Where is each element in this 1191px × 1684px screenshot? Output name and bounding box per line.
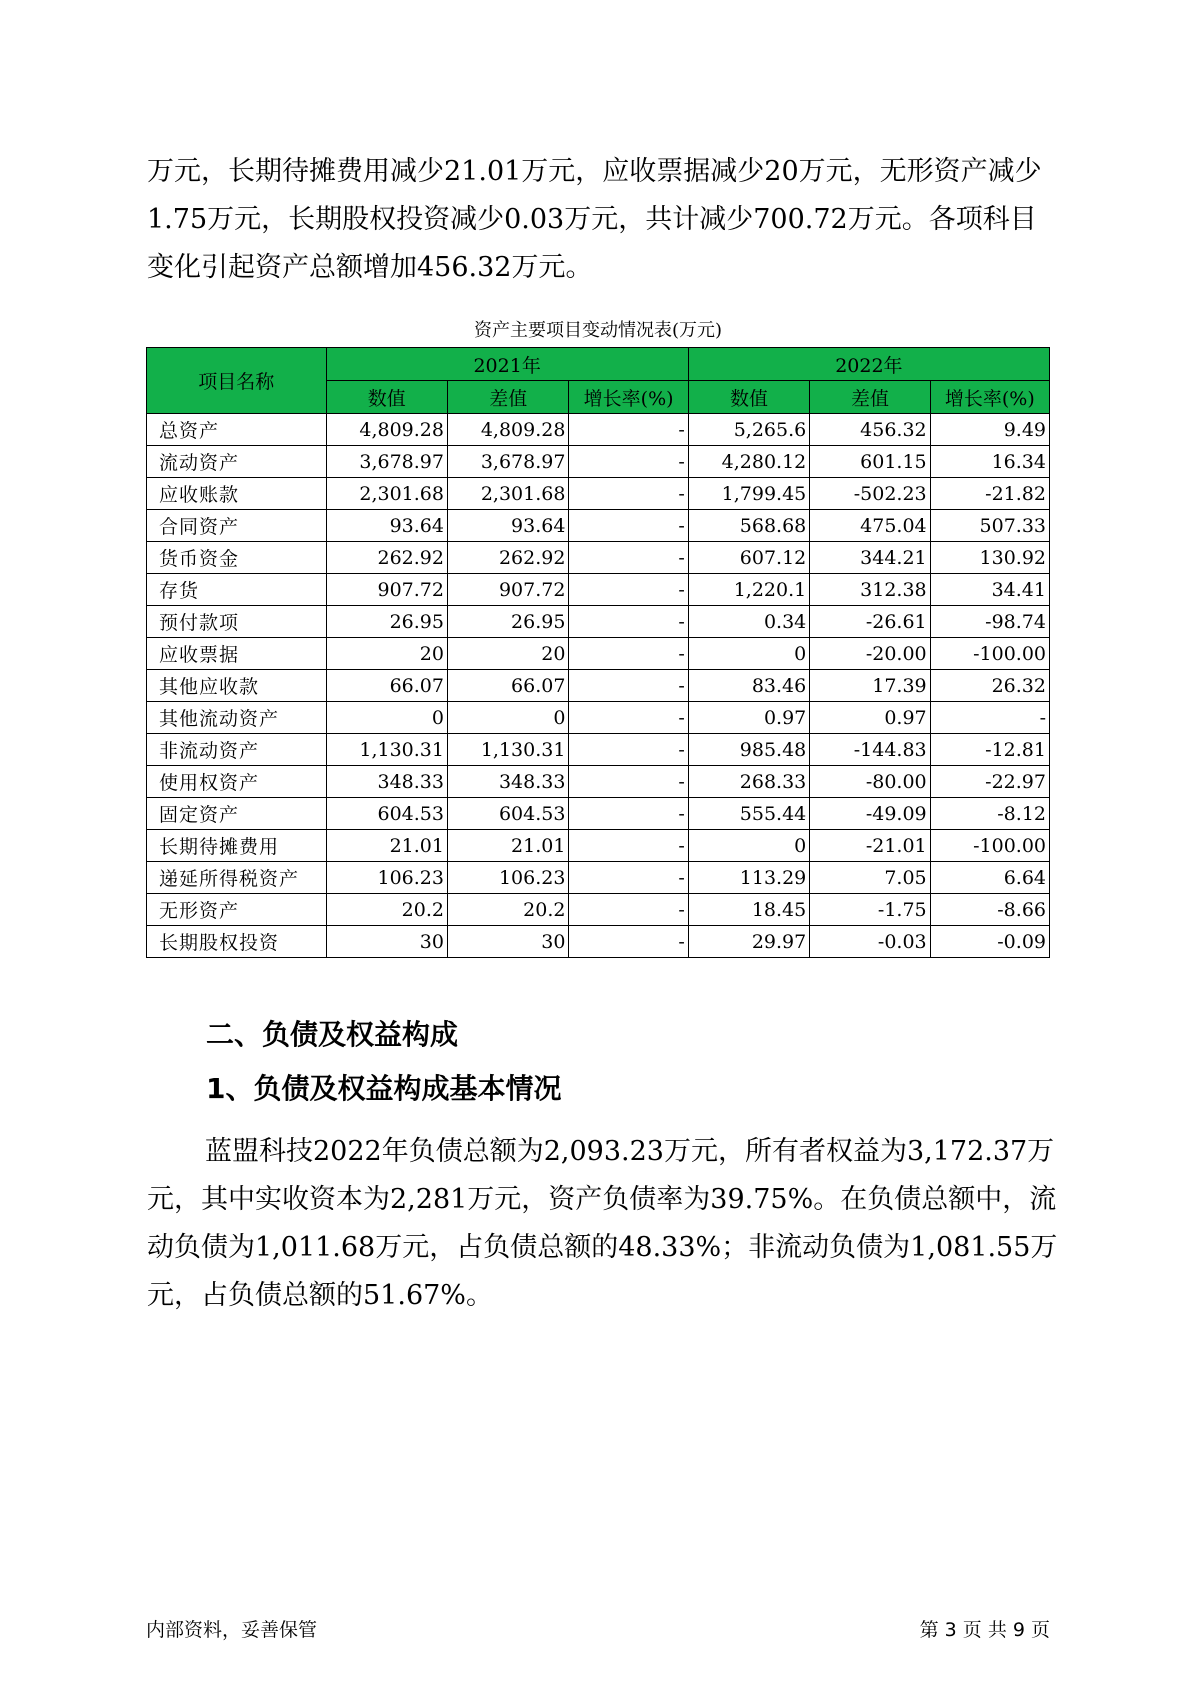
diff-2021-cell: 1,130.31 bbox=[447, 734, 568, 766]
row-name-cell: 预付款项 bbox=[147, 606, 327, 638]
value-2022-cell: 0 bbox=[688, 638, 809, 670]
value-2022-cell: 568.68 bbox=[688, 510, 809, 542]
section-heading: 二、负债及权益构成 bbox=[206, 1018, 459, 1051]
value-2022-cell: 1,799.45 bbox=[688, 478, 809, 510]
rate-2021-cell: - bbox=[569, 606, 688, 638]
value-2021-cell: 1,130.31 bbox=[326, 734, 447, 766]
table-row bbox=[147, 542, 1050, 574]
table-row bbox=[147, 510, 1050, 542]
liability-paragraph bbox=[147, 1128, 1058, 1320]
paragraph-line: 万元，长期待摊费用减少21.01万元，应收票据减少20万元，无形资产减少 bbox=[147, 156, 1042, 187]
table-row bbox=[147, 766, 1050, 798]
table-row bbox=[147, 798, 1050, 830]
header-year-2021: 2021年 bbox=[326, 348, 688, 381]
header-rate: 增长率(%) bbox=[930, 381, 1049, 414]
value-2021-cell: 20.2 bbox=[326, 894, 447, 926]
rate-2022-cell: 6.64 bbox=[930, 862, 1049, 894]
row-name-cell: 无形资产 bbox=[147, 894, 327, 926]
value-2022-cell: 1,220.1 bbox=[688, 574, 809, 606]
diff-2022-cell: -26.61 bbox=[810, 606, 930, 638]
rate-2021-cell: - bbox=[569, 766, 688, 798]
header-year-2022: 2022年 bbox=[688, 348, 1049, 381]
value-2022-cell: 0 bbox=[688, 830, 809, 862]
diff-2022-cell: -502.23 bbox=[810, 478, 930, 510]
diff-2021-cell: 348.33 bbox=[447, 766, 568, 798]
row-name-cell: 长期待摊费用 bbox=[147, 830, 327, 862]
diff-2022-cell: 475.04 bbox=[810, 510, 930, 542]
rate-2021-cell: - bbox=[569, 446, 688, 478]
table-row bbox=[147, 446, 1050, 478]
diff-2021-cell: 66.07 bbox=[447, 670, 568, 702]
paragraph-line: 变化引起资产总额增加456.32万元。 bbox=[147, 252, 593, 283]
row-name-cell: 固定资产 bbox=[147, 798, 327, 830]
rate-2021-cell: - bbox=[569, 478, 688, 510]
header-rate: 增长率(%) bbox=[569, 381, 688, 414]
rate-2022-cell: 34.41 bbox=[930, 574, 1049, 606]
value-2022-cell: 607.12 bbox=[688, 542, 809, 574]
row-name-cell: 货币资金 bbox=[147, 542, 327, 574]
subsection-heading: 1、负债及权益构成基本情况 bbox=[206, 1072, 562, 1105]
diff-2021-cell: 26.95 bbox=[447, 606, 568, 638]
table-row bbox=[147, 606, 1050, 638]
value-2021-cell: 3,678.97 bbox=[326, 446, 447, 478]
rate-2022-cell: -12.81 bbox=[930, 734, 1049, 766]
value-2021-cell: 348.33 bbox=[326, 766, 447, 798]
diff-2022-cell: 344.21 bbox=[810, 542, 930, 574]
row-name-cell: 合同资产 bbox=[147, 510, 327, 542]
table-row bbox=[147, 862, 1050, 894]
table-row bbox=[147, 734, 1050, 766]
diff-2022-cell: 7.05 bbox=[810, 862, 930, 894]
row-name-cell: 其他应收款 bbox=[147, 670, 327, 702]
rate-2021-cell: - bbox=[569, 862, 688, 894]
value-2022-cell: 29.97 bbox=[688, 926, 809, 958]
value-2021-cell: 0 bbox=[326, 702, 447, 734]
rate-2021-cell: - bbox=[569, 734, 688, 766]
rate-2021-cell: - bbox=[569, 926, 688, 958]
footer-confidential: 内部资料，妥善保管 bbox=[146, 1619, 318, 1641]
header-diff: 差值 bbox=[810, 381, 930, 414]
paragraph-line: 动负债为1,011.68万元，占负债总额的48.33%；非流动负债为1,081.55万 bbox=[147, 1232, 1058, 1263]
rate-2022-cell: 9.49 bbox=[930, 414, 1049, 446]
table-row bbox=[147, 574, 1050, 606]
value-2022-cell: 555.44 bbox=[688, 798, 809, 830]
value-2021-cell: 66.07 bbox=[326, 670, 447, 702]
header-value: 数值 bbox=[326, 381, 447, 414]
diff-2022-cell: 0.97 bbox=[810, 702, 930, 734]
value-2021-cell: 26.95 bbox=[326, 606, 447, 638]
diff-2021-cell: 93.64 bbox=[447, 510, 568, 542]
rate-2021-cell: - bbox=[569, 702, 688, 734]
rate-2022-cell: - bbox=[930, 702, 1049, 734]
rate-2022-cell: -100.00 bbox=[930, 638, 1049, 670]
table-row bbox=[147, 414, 1050, 446]
header-item-name: 项目名称 bbox=[147, 348, 327, 414]
row-name-cell: 应收账款 bbox=[147, 478, 327, 510]
diff-2021-cell: 20.2 bbox=[447, 894, 568, 926]
value-2021-cell: 20 bbox=[326, 638, 447, 670]
diff-2022-cell: -0.03 bbox=[810, 926, 930, 958]
diff-2021-cell: 3,678.97 bbox=[447, 446, 568, 478]
footer-page-number: 第 3 页 共 9 页 bbox=[919, 1619, 1050, 1641]
table-row bbox=[147, 478, 1050, 510]
diff-2022-cell: 17.39 bbox=[810, 670, 930, 702]
paragraph-line: 1.75万元，长期股权投资减少0.03万元，共计减少700.72万元。各项科目 bbox=[147, 204, 1037, 235]
value-2022-cell: 0.97 bbox=[688, 702, 809, 734]
row-name-cell: 总资产 bbox=[147, 414, 327, 446]
value-2021-cell: 907.72 bbox=[326, 574, 447, 606]
table-caption: 资产主要项目变动情况表(万元) bbox=[473, 320, 723, 341]
value-2022-cell: 4,280.12 bbox=[688, 446, 809, 478]
diff-2021-cell: 604.53 bbox=[447, 798, 568, 830]
diff-2021-cell: 20 bbox=[447, 638, 568, 670]
table-row bbox=[147, 702, 1050, 734]
diff-2021-cell: 21.01 bbox=[447, 830, 568, 862]
value-2021-cell: 262.92 bbox=[326, 542, 447, 574]
rate-2021-cell: - bbox=[569, 670, 688, 702]
table-body bbox=[147, 414, 1050, 958]
diff-2021-cell: 106.23 bbox=[447, 862, 568, 894]
row-name-cell: 流动资产 bbox=[147, 446, 327, 478]
row-name-cell: 递延所得税资产 bbox=[147, 862, 327, 894]
value-2022-cell: 0.34 bbox=[688, 606, 809, 638]
rate-2022-cell: 26.32 bbox=[930, 670, 1049, 702]
value-2021-cell: 4,809.28 bbox=[326, 414, 447, 446]
diff-2021-cell: 4,809.28 bbox=[447, 414, 568, 446]
diff-2022-cell: -49.09 bbox=[810, 798, 930, 830]
table-row bbox=[147, 830, 1050, 862]
table-row bbox=[147, 638, 1050, 670]
diff-2021-cell: 2,301.68 bbox=[447, 478, 568, 510]
rate-2021-cell: - bbox=[569, 414, 688, 446]
diff-2022-cell: -21.01 bbox=[810, 830, 930, 862]
intro-paragraph bbox=[147, 148, 1047, 292]
rate-2022-cell: -0.09 bbox=[930, 926, 1049, 958]
diff-2022-cell: 312.38 bbox=[810, 574, 930, 606]
header-value: 数值 bbox=[688, 381, 809, 414]
table-row bbox=[147, 926, 1050, 958]
value-2022-cell: 5,265.6 bbox=[688, 414, 809, 446]
row-name-cell: 使用权资产 bbox=[147, 766, 327, 798]
diff-2021-cell: 30 bbox=[447, 926, 568, 958]
value-2021-cell: 2,301.68 bbox=[326, 478, 447, 510]
rate-2021-cell: - bbox=[569, 574, 688, 606]
value-2022-cell: 985.48 bbox=[688, 734, 809, 766]
rate-2022-cell: -22.97 bbox=[930, 766, 1049, 798]
value-2022-cell: 18.45 bbox=[688, 894, 809, 926]
value-2021-cell: 30 bbox=[326, 926, 447, 958]
rate-2021-cell: - bbox=[569, 510, 688, 542]
diff-2022-cell: -20.00 bbox=[810, 638, 930, 670]
row-name-cell: 其他流动资产 bbox=[147, 702, 327, 734]
paragraph-line: 元，其中实收资本为2,281万元，资产负债率为39.75%。在负债总额中，流 bbox=[147, 1184, 1057, 1215]
asset-change-table bbox=[146, 347, 1050, 958]
rate-2022-cell: 130.92 bbox=[930, 542, 1049, 574]
rate-2022-cell: 507.33 bbox=[930, 510, 1049, 542]
rate-2022-cell: -100.00 bbox=[930, 830, 1049, 862]
value-2021-cell: 21.01 bbox=[326, 830, 447, 862]
rate-2022-cell: -98.74 bbox=[930, 606, 1049, 638]
value-2021-cell: 106.23 bbox=[326, 862, 447, 894]
diff-2022-cell: -80.00 bbox=[810, 766, 930, 798]
diff-2021-cell: 0 bbox=[447, 702, 568, 734]
diff-2022-cell: 601.15 bbox=[810, 446, 930, 478]
row-name-cell: 非流动资产 bbox=[147, 734, 327, 766]
header-diff: 差值 bbox=[447, 381, 568, 414]
value-2021-cell: 93.64 bbox=[326, 510, 447, 542]
diff-2022-cell: -144.83 bbox=[810, 734, 930, 766]
rate-2021-cell: - bbox=[569, 894, 688, 926]
diff-2021-cell: 907.72 bbox=[447, 574, 568, 606]
paragraph-line: 蓝盟科技2022年负债总额为2,093.23万元，所有者权益为3,172.37万 bbox=[205, 1136, 1055, 1167]
rate-2021-cell: - bbox=[569, 638, 688, 670]
row-name-cell: 长期股权投资 bbox=[147, 926, 327, 958]
rate-2022-cell: -8.66 bbox=[930, 894, 1049, 926]
rate-2022-cell: 16.34 bbox=[930, 446, 1049, 478]
value-2022-cell: 83.46 bbox=[688, 670, 809, 702]
value-2022-cell: 268.33 bbox=[688, 766, 809, 798]
value-2021-cell: 604.53 bbox=[326, 798, 447, 830]
table-row bbox=[147, 670, 1050, 702]
rate-2022-cell: -21.82 bbox=[930, 478, 1049, 510]
diff-2022-cell: -1.75 bbox=[810, 894, 930, 926]
value-2022-cell: 113.29 bbox=[688, 862, 809, 894]
diff-2021-cell: 262.92 bbox=[447, 542, 568, 574]
diff-2022-cell: 456.32 bbox=[810, 414, 930, 446]
rate-2021-cell: - bbox=[569, 542, 688, 574]
paragraph-line: 元，占负债总额的51.67%。 bbox=[147, 1280, 493, 1311]
row-name-cell: 应收票据 bbox=[147, 638, 327, 670]
rate-2021-cell: - bbox=[569, 798, 688, 830]
table-row bbox=[147, 894, 1050, 926]
row-name-cell: 存货 bbox=[147, 574, 327, 606]
rate-2022-cell: -8.12 bbox=[930, 798, 1049, 830]
rate-2021-cell: - bbox=[569, 830, 688, 862]
